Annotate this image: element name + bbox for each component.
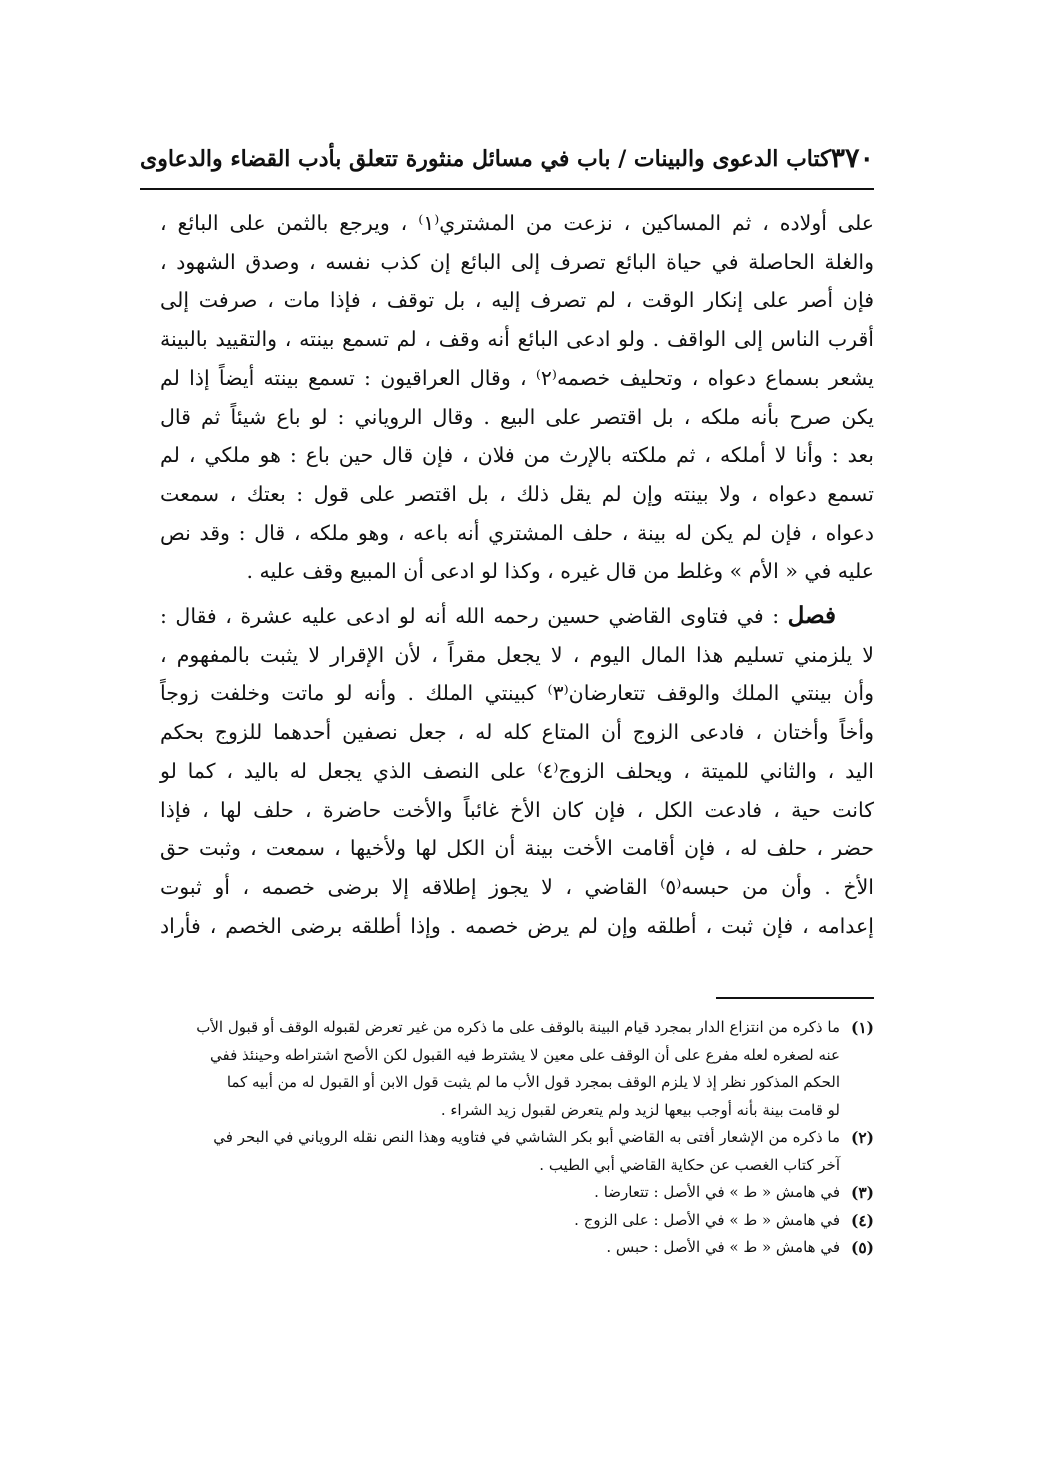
text-line: إعدامه ، فإن ثبت ، أطلقه وإن لم يرض خصمه . وإذا أطلقه برضى الخصم ، فأراد [160, 913, 874, 938]
text-line: لا يلزمني تسليم هذا المال اليوم ، لا يجعل مقراً ، لأن الإقرار لا يثبت بالمفهوم ، [160, 642, 874, 667]
footnote-number: (٤) [850, 1210, 874, 1230]
footnote-number: (٥) [850, 1238, 874, 1257]
text-line: أقرب الناس إلى الواقف . ولو ادعى البائع أنه وقف ، لم تسمع بينته ، والتقييد بالبينة [160, 327, 874, 352]
text-line: يشعر بسماع دعواه ، وتحليف خصمه⁽٢⁾ ، وقال العراقيون : تسمع بينته أيضاً إذا لم [160, 365, 874, 390]
text-line: والغلة الحاصلة في حياة البائع تصرف إلى البائع إن كذب نفسه ، وصدق الشهود ، [160, 249, 874, 274]
text-line: وأن بينتي الملك والوقف تتعارضان⁽٣⁾ كبينتي الملك . وأنه لو ماتت وخلفت زوجاً [160, 681, 874, 706]
text-line: الأخ . وأن من حبسه⁽٥⁾ القاضي ، لا يجوز إطلاقه إلا برضى خصمه ، أو ثبوت [160, 874, 875, 899]
footnote-number: (٢) [850, 1128, 874, 1147]
footnote-line: الحكم المذكور نظر إذ لا يلزم الوقف بمجرد قول الأب ما لم يثبت قول الابن أو القبول له من أبيه كما [226, 1073, 840, 1091]
text-line: كانت حية ، فادعت الكل ، فإن كان الأخ غائباً والأخت حاضرة ، حلف لها ، فإذا [160, 797, 874, 822]
footnotes [150, 1014, 874, 1262]
section-intro: : في فتاوى القاضي حسين رحمه الله أنه لو ادعى عليه عشرة ، فقال : [160, 604, 780, 629]
main-text [160, 204, 874, 945]
text-line: على أولاده ، ثم المساكين ، نزعت من المشتري⁽١⁾ ، ويرجع بالثمن على البائع ، [160, 211, 874, 235]
page-header [140, 138, 874, 188]
footnote [150, 1207, 874, 1235]
section-word: فصل [787, 602, 836, 630]
text-line: تسمع دعواه ، ولا بينته وإن لم يقل ذلك ، بل اقتصر على قول : بعتك ، سمعت [160, 481, 874, 506]
footnote [150, 1234, 874, 1262]
footnote-line: في هامش « ط » في الأصل : حبس . [606, 1238, 840, 1256]
text-line: يكن صرح بأنه ملكه ، بل اقتصر على البيع . وقال الروياني : لو باع شيئاً ثم قال [160, 404, 874, 429]
footnote-rule [716, 997, 874, 999]
footnote-line: ما ذكره من الإشعار أفتى به القاضي أبو بكر الشاشي في فتاويه وهذا النص نقله الروياني في البحر في [213, 1128, 840, 1146]
footnote-line: في هامش « ط » في الأصل : على الزوج . [574, 1210, 840, 1229]
header-rule [140, 188, 874, 190]
footnote [150, 1124, 874, 1179]
footnote [150, 1179, 874, 1207]
text-line: وأخاً وأختان ، فادعى الزوج أن المتاع كله له ، جعل نصفين أحدهما للزوج بحكم [160, 720, 874, 745]
text-line: حضر ، حلف له ، فإن أقامت الأخت بينة أن الكل لها ولأخيها ، سمعت ، وثبت حق [160, 836, 874, 861]
footnote-number: (٣) [850, 1183, 874, 1202]
text-line: بعد : وأنا لا أملكه ، ثم ملكته بالإرث من فلان ، فإن قال حين باع : هو ملكي ، لم [160, 443, 874, 468]
text-line: عليه في « الأم » وغلط من قال غيره ، وكذا لو ادعى أن المبيع وقف عليه . [246, 559, 874, 584]
text-line: فإن أصر على إنكار الوقت ، لم تصرف إليه ، بل توقف ، فإذا مات ، صرفت إلى [160, 288, 874, 313]
footnote-line: عنه لصغره لعله مفرع على أن الوقف على معين لا يشترط فيه القبول لكن الأصح اشتراطه وحينئذ ففي [210, 1045, 840, 1064]
footnote-line: لو قامت بينة بأنه أوجب بيعها لزيد ولم يتعرض لقبول زيد الشراء . [440, 1100, 840, 1119]
running-title: كتاب الدعوى والبينات / باب في مسائل منثورة تتعلق بأدب القضاء والدعاوى [140, 146, 831, 172]
footnote-line: في هامش « ط » في الأصل : تتعارضا . [594, 1183, 840, 1201]
footnote-number: (١) [850, 1018, 874, 1037]
page-number: ٣٧٠ [830, 143, 874, 174]
footnote-line: آخر كتاب الغصب عن حكاية القاضي أبي الطيب . [539, 1155, 840, 1174]
text-line: اليد ، والثاني للميتة ، ويحلف الزوج⁽٤⁾ على النصف الذي يجعل له باليد ، كما لو [160, 758, 874, 783]
footnote [150, 1014, 874, 1124]
text-line: دعواه ، فإن لم يكن له بينة ، حلف المشتري أنه باعه ، وهو ملكه ، قال : وقد نص [160, 520, 874, 545]
section-first-line [160, 597, 874, 636]
footnote-line: ما ذكره من انتزاع الدار بمجرد قيام البينة بالوقف على ما ذكره من غير تعرض لقبوله الوقف أو قبول الأب [196, 1018, 840, 1036]
